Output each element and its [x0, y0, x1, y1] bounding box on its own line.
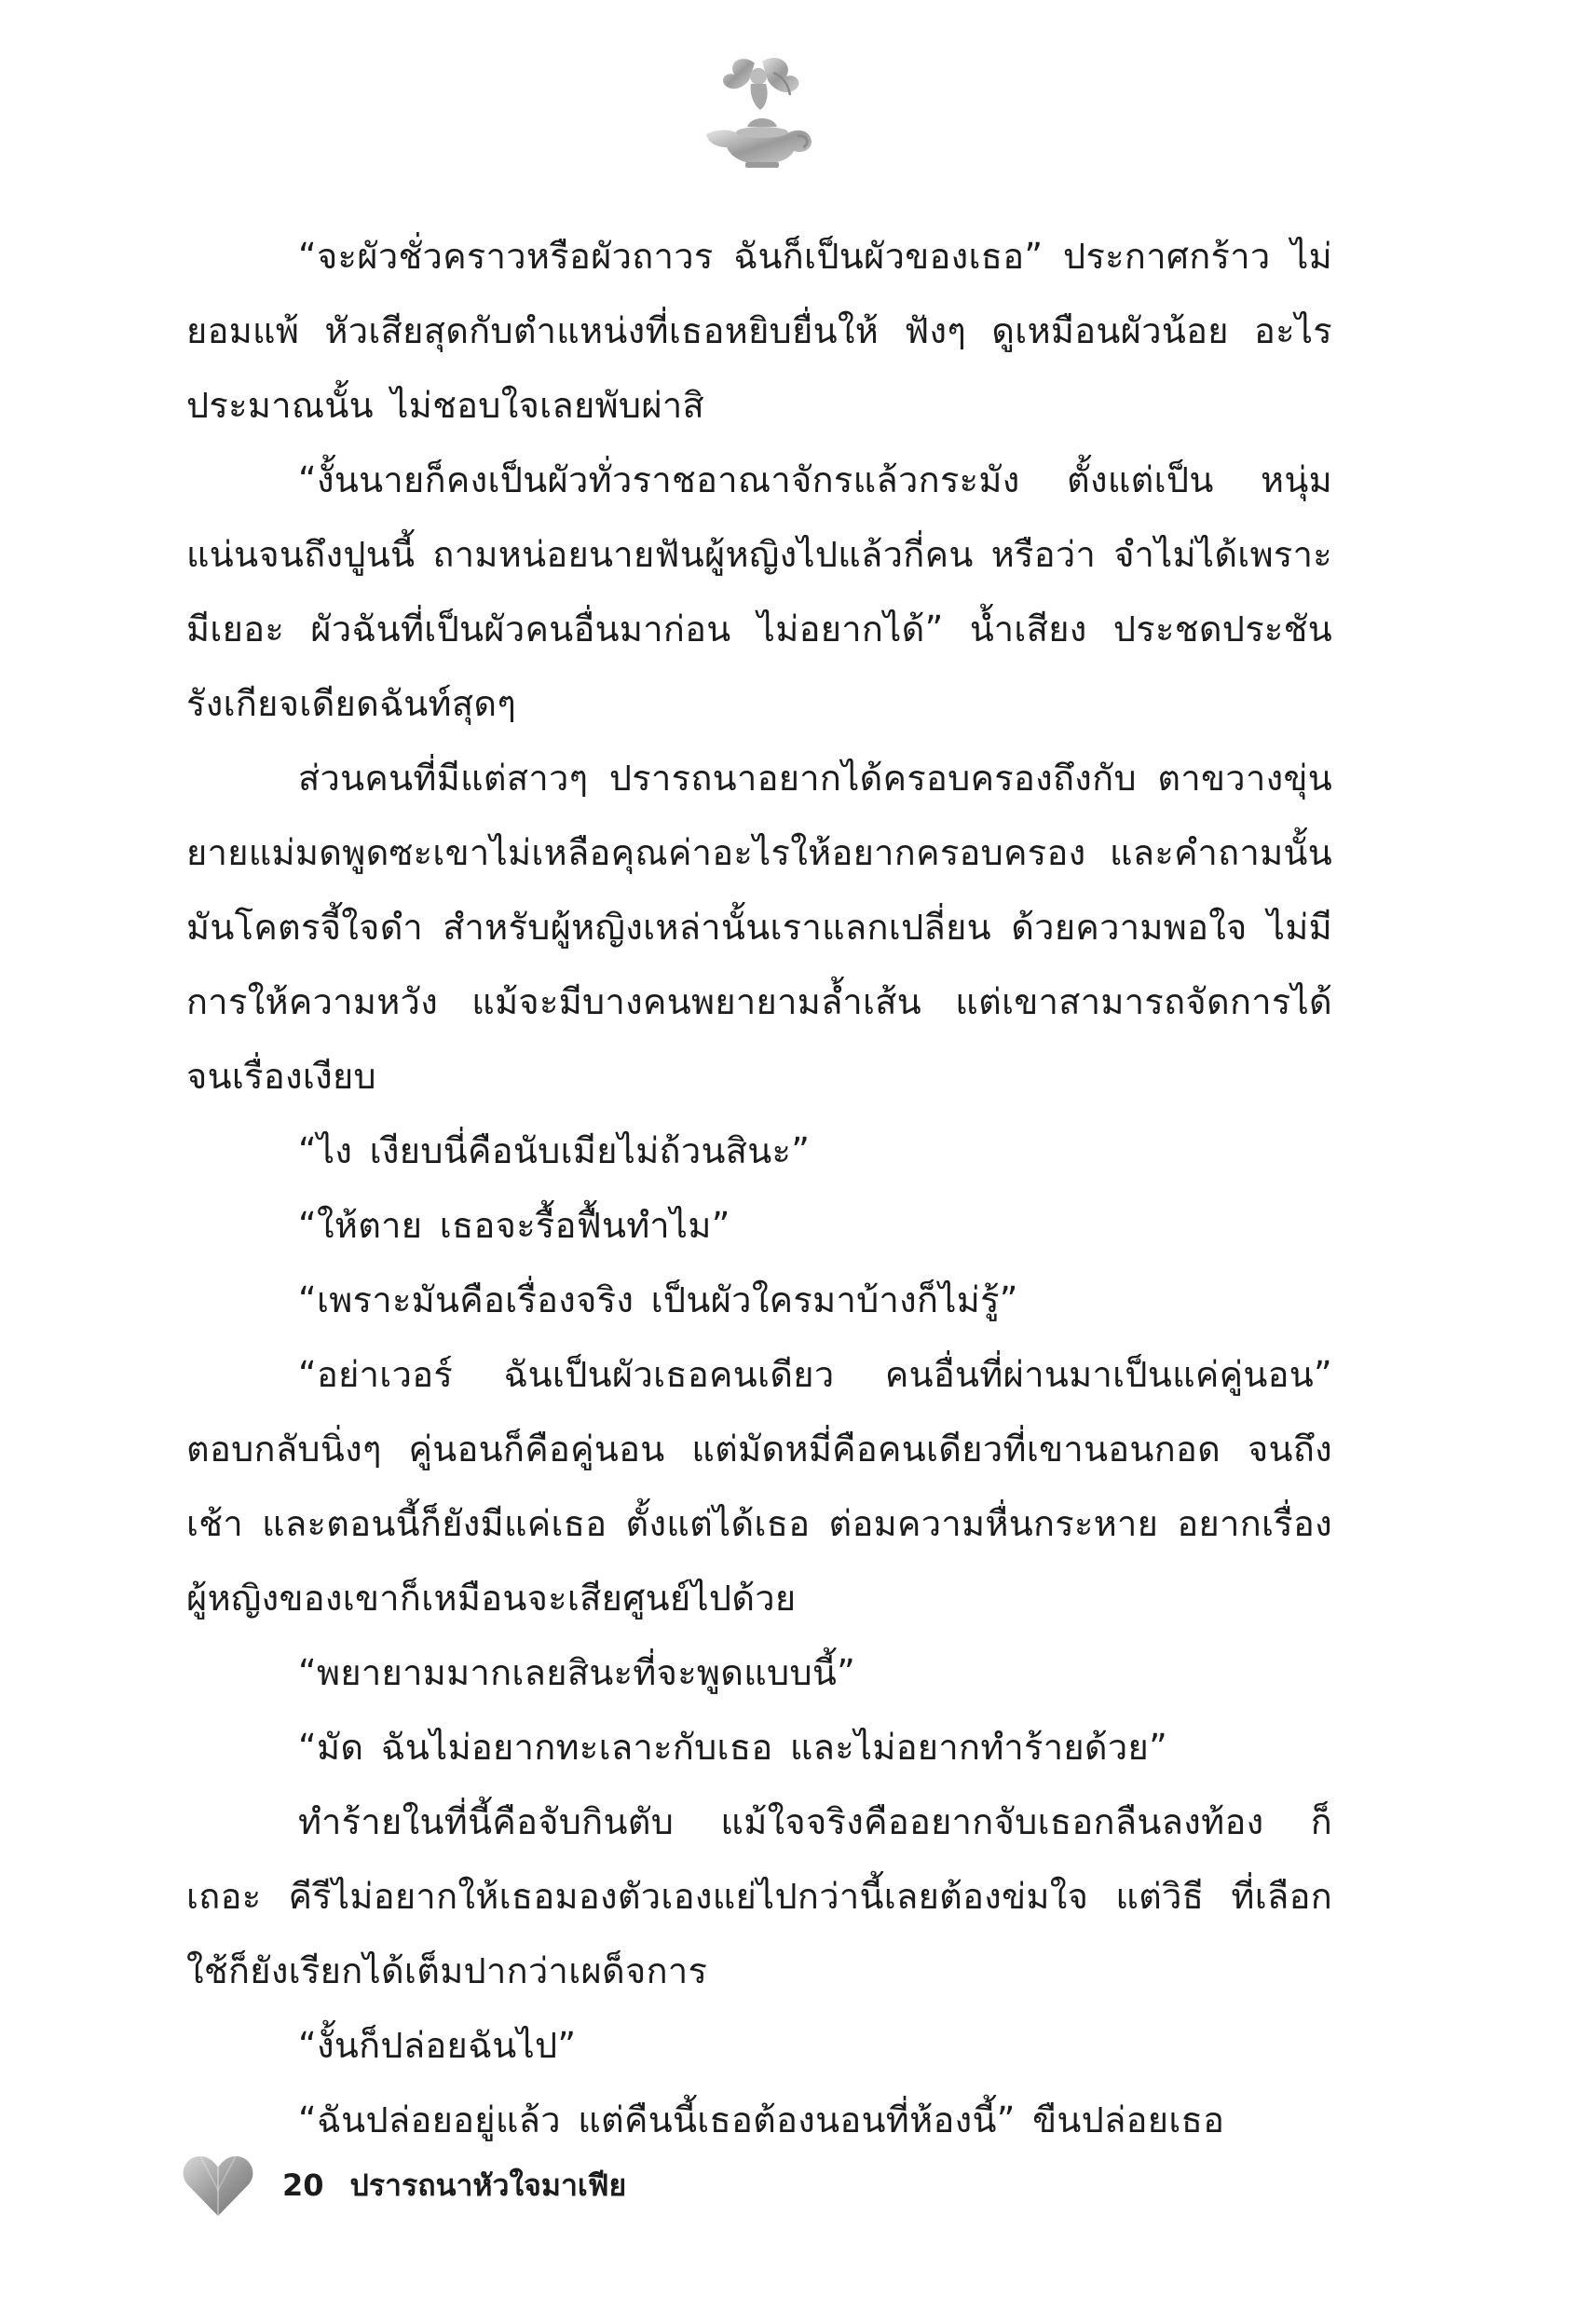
paragraph: “จะผัวชั่วคราวหรือผัวถาวร ฉันก็เป็นผัวของเธอ” ประกาศกร้าว ไม่ยอมแพ้ หัวเสียสุดกับตำแหน่งที่เธอหยิบยื่นให้ ฟังๆ ดูเหมือนผัวน้อย อะไรประมาณนั้น ไม่ชอบใจเลยพับผ่าสิ — [186, 236, 1332, 426]
dialogue-line: “เพราะมันคือเรื่องจริง เป็นผัวใครมาบ้างก็ไม่รู้” — [298, 1279, 1018, 1320]
dialogue-line: “พยายามมากเลยสินะที่จะพูดแบบนี้” — [298, 1652, 856, 1693]
dialogue-line: “งั้นก็ปล่อยฉันไป” — [298, 2025, 577, 2066]
dialogue-line: “มัด ฉันไม่อยากทะเลาะกับเธอ และไม่อยากทำร้ายด้วย” — [298, 1727, 1168, 1768]
book-title: ปรารถนาหัวใจมาเฟีย — [349, 2167, 627, 2203]
page-footer — [182, 2143, 626, 2227]
paragraph: “งั้นนายก็คงเป็นผัวทั่วราชอาณาจักรแล้วกระมัง ตั้งแต่เป็น หนุ่มแน่นจนถึงปูนนี้ ถามหน่อยนายฟันผู้หญิงไปแล้วกี่คน หรือว่า จำไม่ได้เพราะมีเยอะ ผัวฉันที่เป็นผัวคนอื่นมาก่อน ไม่อยากได้” น้ำเสียง ประชดประชันรังเกียจเดียดฉันท์สุดๆ — [186, 459, 1332, 724]
chapter-body — [186, 219, 1332, 2157]
page-number: 20 — [282, 2167, 324, 2203]
cupid-lamp-icon — [689, 54, 829, 175]
paragraph: ส่วนคนที่มีแต่สาวๆ ปรารถนาอยากได้ครอบครองถึงกับ ตาขวางขุ่น ยายแม่มดพูดซะเขาไม่เหลือคุณค่าอะไรให้อยากครอบครอง และคำถามนั้นมันโคตรจี้ใจดำ สำหรับผู้หญิงเหล่านั้นเราแลกเปลี่ยน ด้วยความพอใจ ไม่มีการให้ความหวัง แม้จะมีบางคนพยายามล้ำเส้น แต่เขาสามารถจัดการได้จนเรื่องเงียบ — [186, 758, 1332, 1097]
heart-icon — [182, 2153, 254, 2218]
dialogue-line: “ให้ตาย เธอจะรื้อฟื้นทำไม” — [298, 1205, 730, 1246]
paragraph: ทำร้ายในที่นี้คือจับกินตับ แม้ใจจริงคืออยากจับเธอกลืนลงท้อง ก็เถอะ คีรีไม่อยากให้เธอมองตัวเองแย่ไปกว่านี้เลยต้องข่มใจ แต่วิธี ที่เลือกใช้ก็ยังเรียกได้เต็มปากว่าเผด็จการ — [186, 1801, 1332, 1991]
dialogue-line: “ไง เงียบนี่คือนับเมียไม่ถ้วนสินะ” — [298, 1130, 811, 1171]
paragraph: “อย่าเวอร์ ฉันเป็นผัวเธอคนเดียว คนอื่นที่ผ่านมาเป็นแค่คู่นอน” ตอบกลับนิ่งๆ คู่นอนก็คือคู่นอน แต่มัดหมี่คือคนเดียวที่เขานอนกอด จนถึงเช้า และตอนนี้ก็ยังมีแค่เธอ ตั้งแต่ได้เธอ ต่อมความหื่นกระหาย อยากเรื่องผู้หญิงของเขาก็เหมือนจะเสียศูนย์ไปด้วย — [186, 1354, 1332, 1619]
paragraph: “ฉันปล่อยอยู่แล้ว แต่คืนนี้เธอต้องนอนที่ห้องนี้” ขืนปล่อยเธอ — [298, 2099, 1225, 2140]
